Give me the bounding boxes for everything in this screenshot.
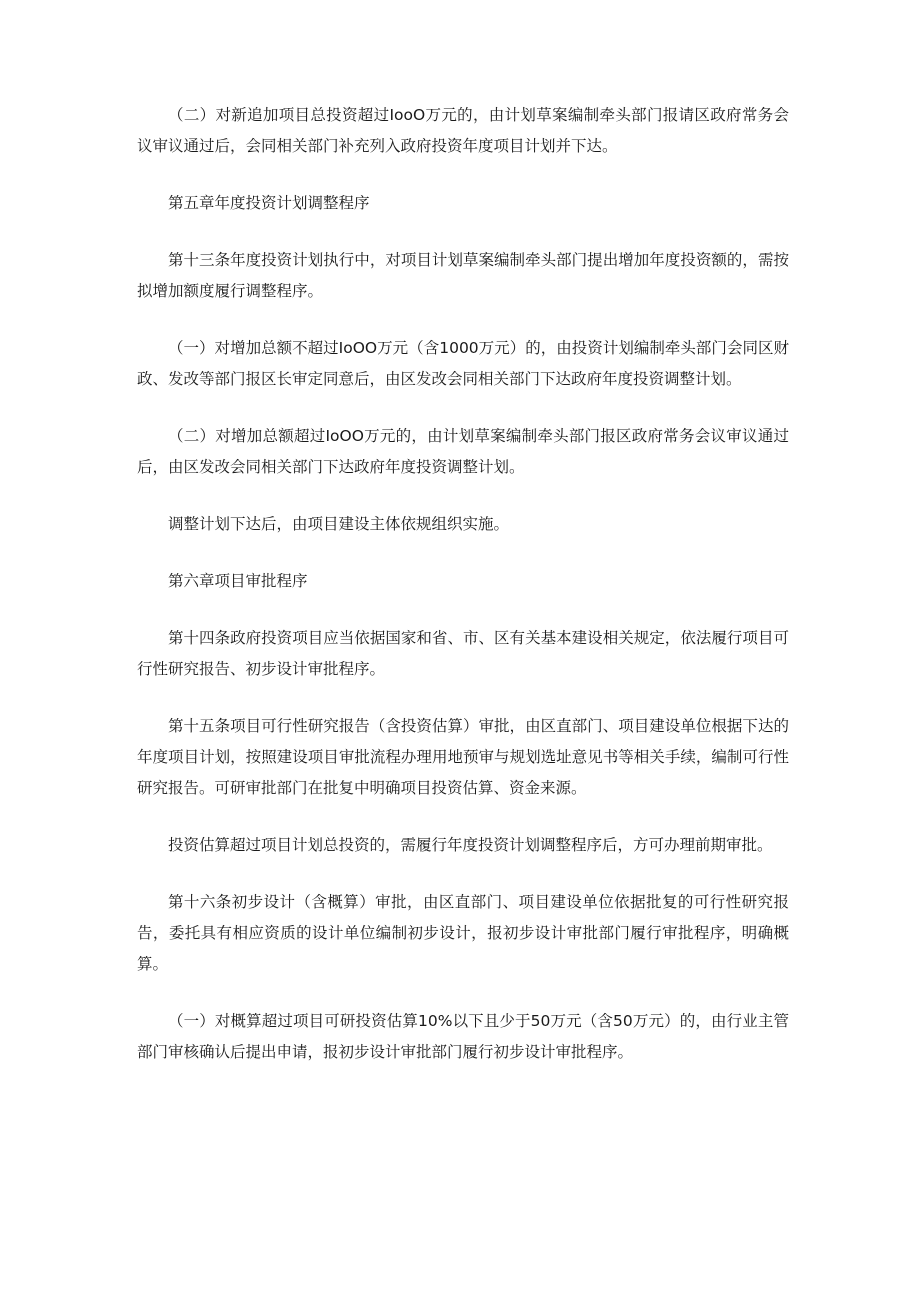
chapter-5-heading: 第五章年度投资计划调整程序 (168, 194, 370, 212)
estimate-over-plan: 投资估算超过项目计划总投资的，需履行年度投资计划调整程序后，方可办理前期审批。 (168, 836, 773, 854)
article-15: 第十五条项目可行性研究报告（含投资估算）审批，由区直部门、项目建设单位根据下达的年度项目计划，按照建设项目审批流程办理用地预审与规划选址意见书等相关手续，编制可行性研究报告。可研审批部门在批复中明确项目投资估算、资金来源。 (137, 717, 789, 797)
article-16: 第十六条初步设计（含概算）审批，由区直部门、项目建设单位依据批复的可行性研究报告，委托具有相应资质的设计单位编制初步设计，报初步设计审批部门履行审批程序，明确概算。 (137, 893, 789, 973)
chapter-6-heading: 第六章项目审批程序 (168, 572, 308, 590)
paragraph-new-project-over-limit: （二）对新追加项目总投资超过IooO万元的，由计划草案编制牵头部门报请区政府常务会议审议通过后，会同相关部门补充列入政府投资年度项目计划并下达。 (137, 106, 789, 155)
article-13-item-1: （一）对增加总额不超过IoOO万元（含1000万元）的，由投资计划编制牵头部门会同区财政、发改等部门报区长审定同意后，由区发改会同相关部门下达政府年度投资调整计划。 (137, 339, 789, 388)
article-13-item-2: （二）对增加总额超过IoOO万元的，由计划草案编制牵头部门报区政府常务会议审议通过后，由区发改会同相关部门下达政府年度投资调整计划。 (137, 427, 789, 476)
adjustment-implementation: 调整计划下达后，由项目建设主体依规组织实施。 (168, 515, 510, 533)
article-14: 第十四条政府投资项目应当依据国家和省、市、区有关基本建设相关规定，依法履行项目可行性研究报告、初步设计审批程序。 (137, 629, 789, 678)
article-13: 第十三条年度投资计划执行中，对项目计划草案编制牵头部门提出增加年度投资额的，需按拟增加额度履行调整程序。 (137, 251, 789, 300)
article-16-item-1: （一）对概算超过项目可研投资估算10%以下且少于50万元（含50万元）的，由行业主管部门审核确认后提出申请，报初步设计审批部门履行初步设计审批程序。 (137, 1012, 789, 1061)
document-body (137, 100, 789, 1094)
